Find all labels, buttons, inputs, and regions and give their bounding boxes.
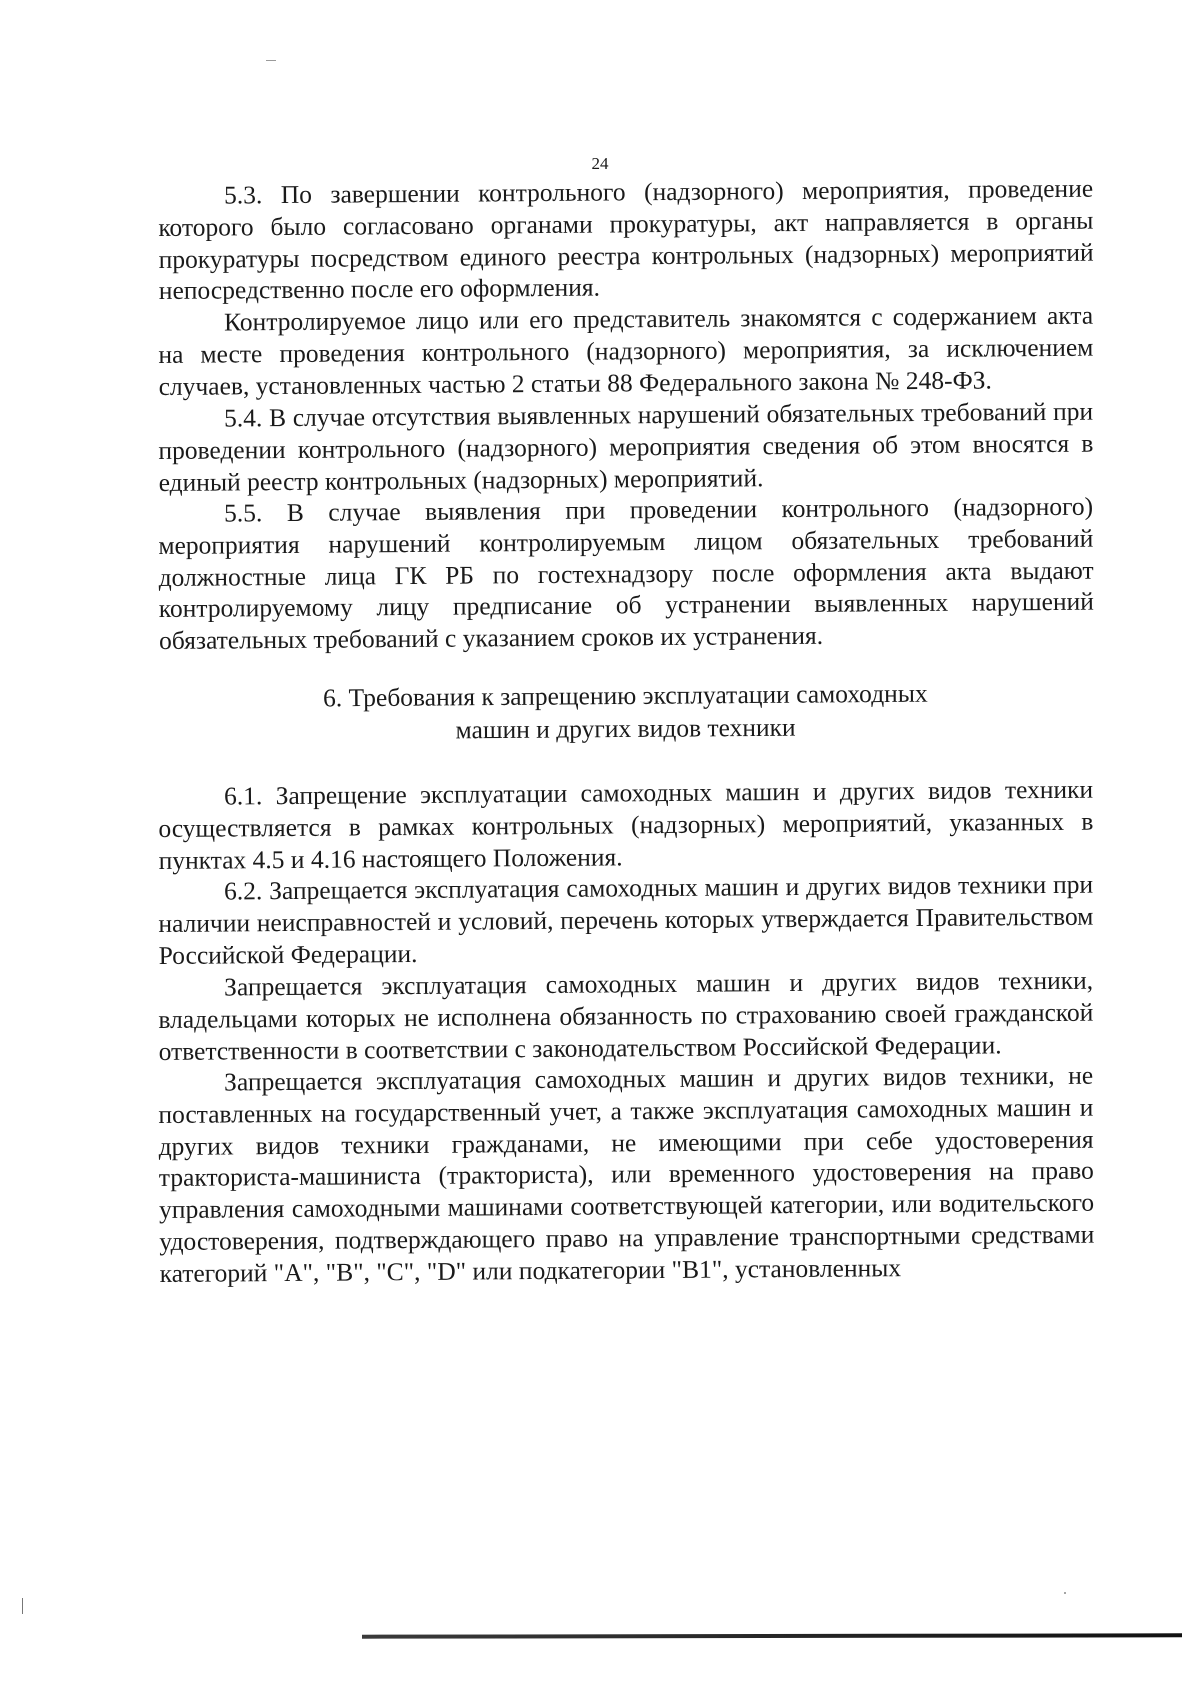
paragraph-6-1: 6.1. Запрещение эксплуатации самоходных машин и других видов техники осуществляется в рамках контрольных (надзорных) мероприятий, указанных в пунктах 4.5 и 4.16 настоящего Положения. [158,774,1094,875]
document-body [158,173,1095,1290]
page-number: 24 [591,154,609,173]
paragraph-act-familiarization: Контролируемое лицо или его представитель знакомятся с содержанием акта на месте проведения контрольного (надзорного) мероприятия, за исключением случаев, установленных частью 2 статьи 88 Федерального закона № 248-ФЗ. [158,300,1094,401]
bottom-rule [362,1633,1182,1638]
paragraph-insurance-prohibition: Запрещается эксплуатация самоходных машин и других видов техники, владельцами которых не исполнена обязанность по страхованию своей гражданской ответственности в соответствии с законодательством Российской Федерации. [158,965,1094,1066]
scan-artifact-speck [1064,1592,1066,1594]
section-heading-line-1: 6. Требования к запрещению эксплуатации самоходных [322,678,928,713]
paragraph-5-4: 5.4. В случае отсутствия выявленных нарушений обязательных требований при проведении контрольного (надзорного) мероприятия сведения об этом вносятся в единый реестр контрольных (надзорных) мероприятий. [158,396,1094,497]
paragraph-5-3: 5.3. По завершении контрольного (надзорного) мероприятия, проведение которого было согласовано органами прокуратуры, акт направляется в органы прокуратуры посредством единого реестра контрольных (надзорных) мероприятий непосредственно после его оформления. [158,173,1094,306]
paragraph-6-2: 6.2. Запрещается эксплуатация самоходных машин и других видов техники при наличии неисправностей и условий, перечень которых утверждается Правительством Российской Федерации. [158,870,1094,970]
scan-artifact-margin-mark [22,1598,23,1614]
paragraph-registration-prohibition: Запрещается эксплуатация самоходных машин и других видов техники, не поставленных на государственный учет, а также эксплуатация самоходных машин и других видов техники гражданами, не имеющими при себе удостоверения тракториста-машиниста (тракториста), или временного удостоверения на право управления самоходными машинами соответствующей категории, или водительского удостоверения, подтверждающего право на управление транспортными средствами категорий "А", "В", "С", "D" или подкатегории "В1", установленных [158,1060,1095,1288]
paragraph-5-5: 5.5. В случае выявления при проведении контрольного (надзорного) мероприятия нарушений контролируемым лицом обязательных требований должностные лица ГК РБ по гостехнадзору после оформления акта выдают контролируемому лицу предписание об устранении выявленных нарушений обязательных требований с указанием сроков их устранения. [158,491,1094,656]
scan-artifact-dash [266,60,276,61]
section-6-heading [158,675,1093,748]
section-heading-line-2: машин и других видов техники [455,712,796,745]
